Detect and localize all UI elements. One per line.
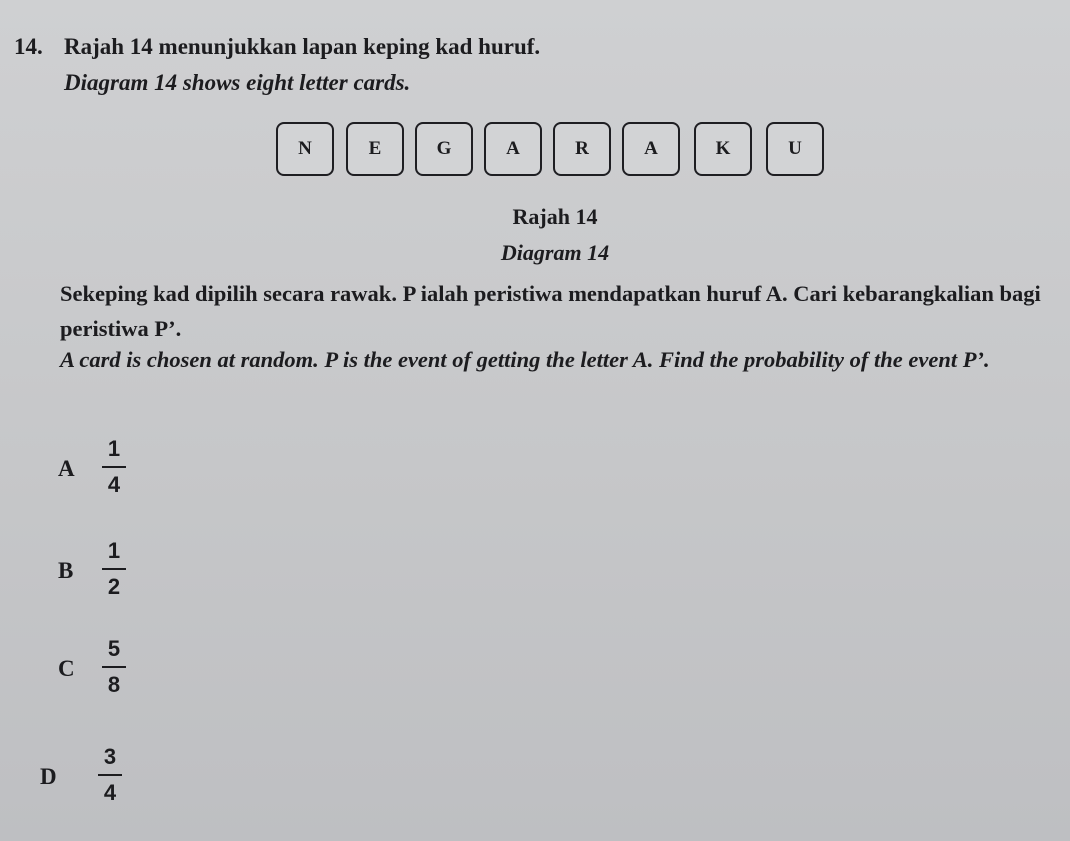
option-fraction	[96, 744, 124, 806]
fraction-bar	[98, 774, 122, 776]
fraction-numerator: 3	[103, 744, 117, 769]
question-text-english: Diagram 14 shows eight letter cards.	[64, 70, 411, 95]
fraction-bar	[102, 466, 126, 468]
letter-card-4: A	[484, 122, 542, 176]
fraction-numerator: 1	[107, 538, 121, 563]
letter-card-5: R	[553, 122, 611, 176]
diagram-caption-malay: Rajah 14	[512, 204, 598, 229]
option-fraction	[100, 636, 128, 698]
option-fraction	[100, 538, 128, 600]
option-fraction	[100, 436, 128, 498]
option-a[interactable]	[44, 436, 164, 506]
letter-cards	[276, 122, 828, 178]
letter-card-2: E	[346, 122, 404, 176]
question-body-english: A card is chosen at random. P is the event of getting the letter A. Find the probability of the event P’.	[60, 347, 990, 372]
option-letter: A	[58, 456, 75, 481]
fraction-denominator: 8	[107, 672, 121, 697]
option-letter: C	[58, 656, 75, 681]
fraction-numerator: 1	[107, 436, 121, 461]
letter-card-6: A	[622, 122, 680, 176]
option-d[interactable]	[40, 744, 164, 814]
letter-card-3: G	[415, 122, 473, 176]
fraction-numerator: 5	[107, 636, 121, 661]
letter-card-1: N	[276, 122, 334, 176]
fraction-bar	[102, 666, 126, 668]
question-text-malay: Rajah 14 menunjukkan lapan keping kad huruf.	[64, 34, 541, 59]
fraction-denominator: 4	[103, 780, 117, 805]
letter-card-8: U	[766, 122, 824, 176]
fraction-bar	[102, 568, 126, 570]
letter-card-7: K	[694, 122, 752, 176]
question-number: 14.	[14, 34, 43, 59]
option-c[interactable]	[44, 636, 164, 706]
diagram-caption-english: Diagram 14	[500, 240, 610, 265]
question-body-malay: Sekeping kad dipilih secara rawak. P ialah peristiwa mendapatkan huruf A. Cari kebarangkalian bagi peristiwa P’.	[60, 281, 1041, 341]
option-letter: D	[40, 764, 57, 789]
fraction-denominator: 4	[107, 472, 121, 497]
fraction-denominator: 2	[107, 574, 121, 599]
option-letter: B	[58, 558, 74, 583]
option-b[interactable]	[44, 538, 164, 608]
